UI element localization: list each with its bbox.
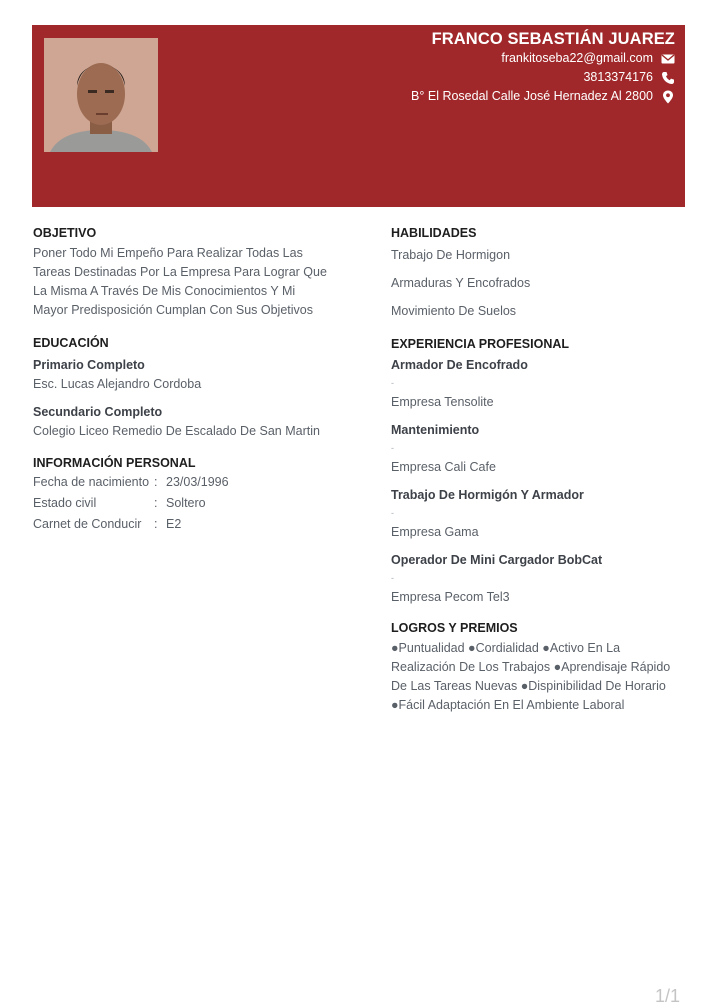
experience-company: Empresa Cali Cafe <box>391 460 496 474</box>
awards-line: De Las Tareas Nuevas ●Dispinibilidad De Horario <box>391 679 666 693</box>
experience-company: Empresa Pecom Tel3 <box>391 590 510 604</box>
experience-dates: - <box>391 573 394 583</box>
personal-info-separator: : <box>154 517 158 531</box>
phone-icon <box>661 71 675 85</box>
personal-info-table <box>33 472 343 535</box>
skill-item: Armaduras Y Encofrados <box>391 276 531 290</box>
experience-item <box>391 356 691 411</box>
personal-info-title: INFORMACIÓN PERSONAL <box>33 456 196 470</box>
education-section <box>33 335 343 440</box>
objective-line: Tareas Destinadas Por La Empresa Para Lograr Que <box>33 265 327 279</box>
experience-item <box>391 486 691 541</box>
location-pin-icon <box>661 90 675 104</box>
skills-section <box>391 225 691 319</box>
objective-line: Poner Todo Mi Empeño Para Realizar Todas Las <box>33 246 303 260</box>
experience-item <box>391 421 691 476</box>
skill-item: Trabajo De Hormigon <box>391 248 511 262</box>
contact-address-row <box>411 87 675 106</box>
education-school: Colegio Liceo Remedio De Escalado De San Martin <box>33 424 320 438</box>
education-school: Esc. Lucas Alejandro Cordoba <box>33 377 202 391</box>
resume-header <box>32 25 685 207</box>
experience-dates: - <box>391 378 394 388</box>
page-number: 1/1 <box>655 986 681 1006</box>
experience-company: Empresa Gama <box>391 525 479 539</box>
contact-email-row <box>411 49 675 68</box>
objective-line: La Misma A Través De Mis Conocimientos Y Mi <box>33 284 296 298</box>
education-degree: Secundario Completo <box>33 405 163 419</box>
experience-dates: - <box>391 508 394 518</box>
experience-section <box>391 336 691 606</box>
profile-photo-image <box>44 38 158 152</box>
awards-line: Realización De Los Trabajos ●Aprendisaje Rápido <box>391 660 671 674</box>
skills-title: HABILIDADES <box>391 226 477 240</box>
envelope-icon <box>661 52 675 66</box>
address-text: B° El Rosedal Calle José Hernadez Al 2800 <box>411 89 653 103</box>
personal-info-separator: : <box>154 496 158 510</box>
objective-section <box>33 225 343 320</box>
education-item <box>33 356 343 393</box>
personal-info-value: E2 <box>166 517 182 531</box>
personal-info-value: Soltero <box>166 496 206 510</box>
experience-role: Trabajo De Hormigón Y Armador <box>391 488 584 502</box>
education-degree: Primario Completo <box>33 358 145 372</box>
personal-info-label: Carnet de Conducir <box>33 517 142 531</box>
experience-role: Armador De Encofrado <box>391 358 528 372</box>
experience-role: Mantenimiento <box>391 423 480 437</box>
experience-company: Empresa Tensolite <box>391 395 494 409</box>
phone-text[interactable]: 3813374176 <box>583 70 653 84</box>
full-name: FRANCO SEBASTIÁN JUAREZ <box>431 30 675 48</box>
awards-line: ●Puntualidad ●Cordialidad ●Activo En La <box>391 641 621 655</box>
objective-text <box>33 244 343 320</box>
skill-item: Movimiento De Suelos <box>391 304 517 318</box>
personal-info-label: Fecha de nacimiento <box>33 475 150 489</box>
experience-item <box>391 551 691 606</box>
personal-info-value: 23/03/1996 <box>166 475 229 489</box>
awards-section <box>391 620 691 715</box>
contact-block <box>411 29 675 106</box>
awards-title: LOGROS Y PREMIOS <box>391 621 518 635</box>
experience-dates: - <box>391 443 394 453</box>
awards-text <box>391 639 691 715</box>
education-title: EDUCACIÓN <box>33 336 109 350</box>
objective-line: Mayor Predisposición Cumplan Con Sus Objetivos <box>33 303 313 317</box>
personal-info-row <box>33 493 343 514</box>
right-column <box>391 225 691 715</box>
personal-info-separator: : <box>154 475 158 489</box>
objective-title: OBJETIVO <box>33 226 97 240</box>
education-item <box>33 403 343 440</box>
email-text[interactable]: frankitoseba22@gmail.com <box>501 51 653 65</box>
experience-title: EXPERIENCIA PROFESIONAL <box>391 337 570 351</box>
personal-info-row <box>33 514 343 535</box>
awards-line: ●Fácil Adaptación En El Ambiente Laboral <box>391 698 625 712</box>
profile-photo <box>44 38 158 152</box>
experience-role: Operador De Mini Cargador BobCat <box>391 553 603 567</box>
personal-info-row <box>33 472 343 493</box>
contact-phone-row <box>411 68 675 87</box>
personal-info-label: Estado civil <box>33 496 97 510</box>
personal-info-section <box>33 455 343 535</box>
left-column <box>33 225 343 535</box>
